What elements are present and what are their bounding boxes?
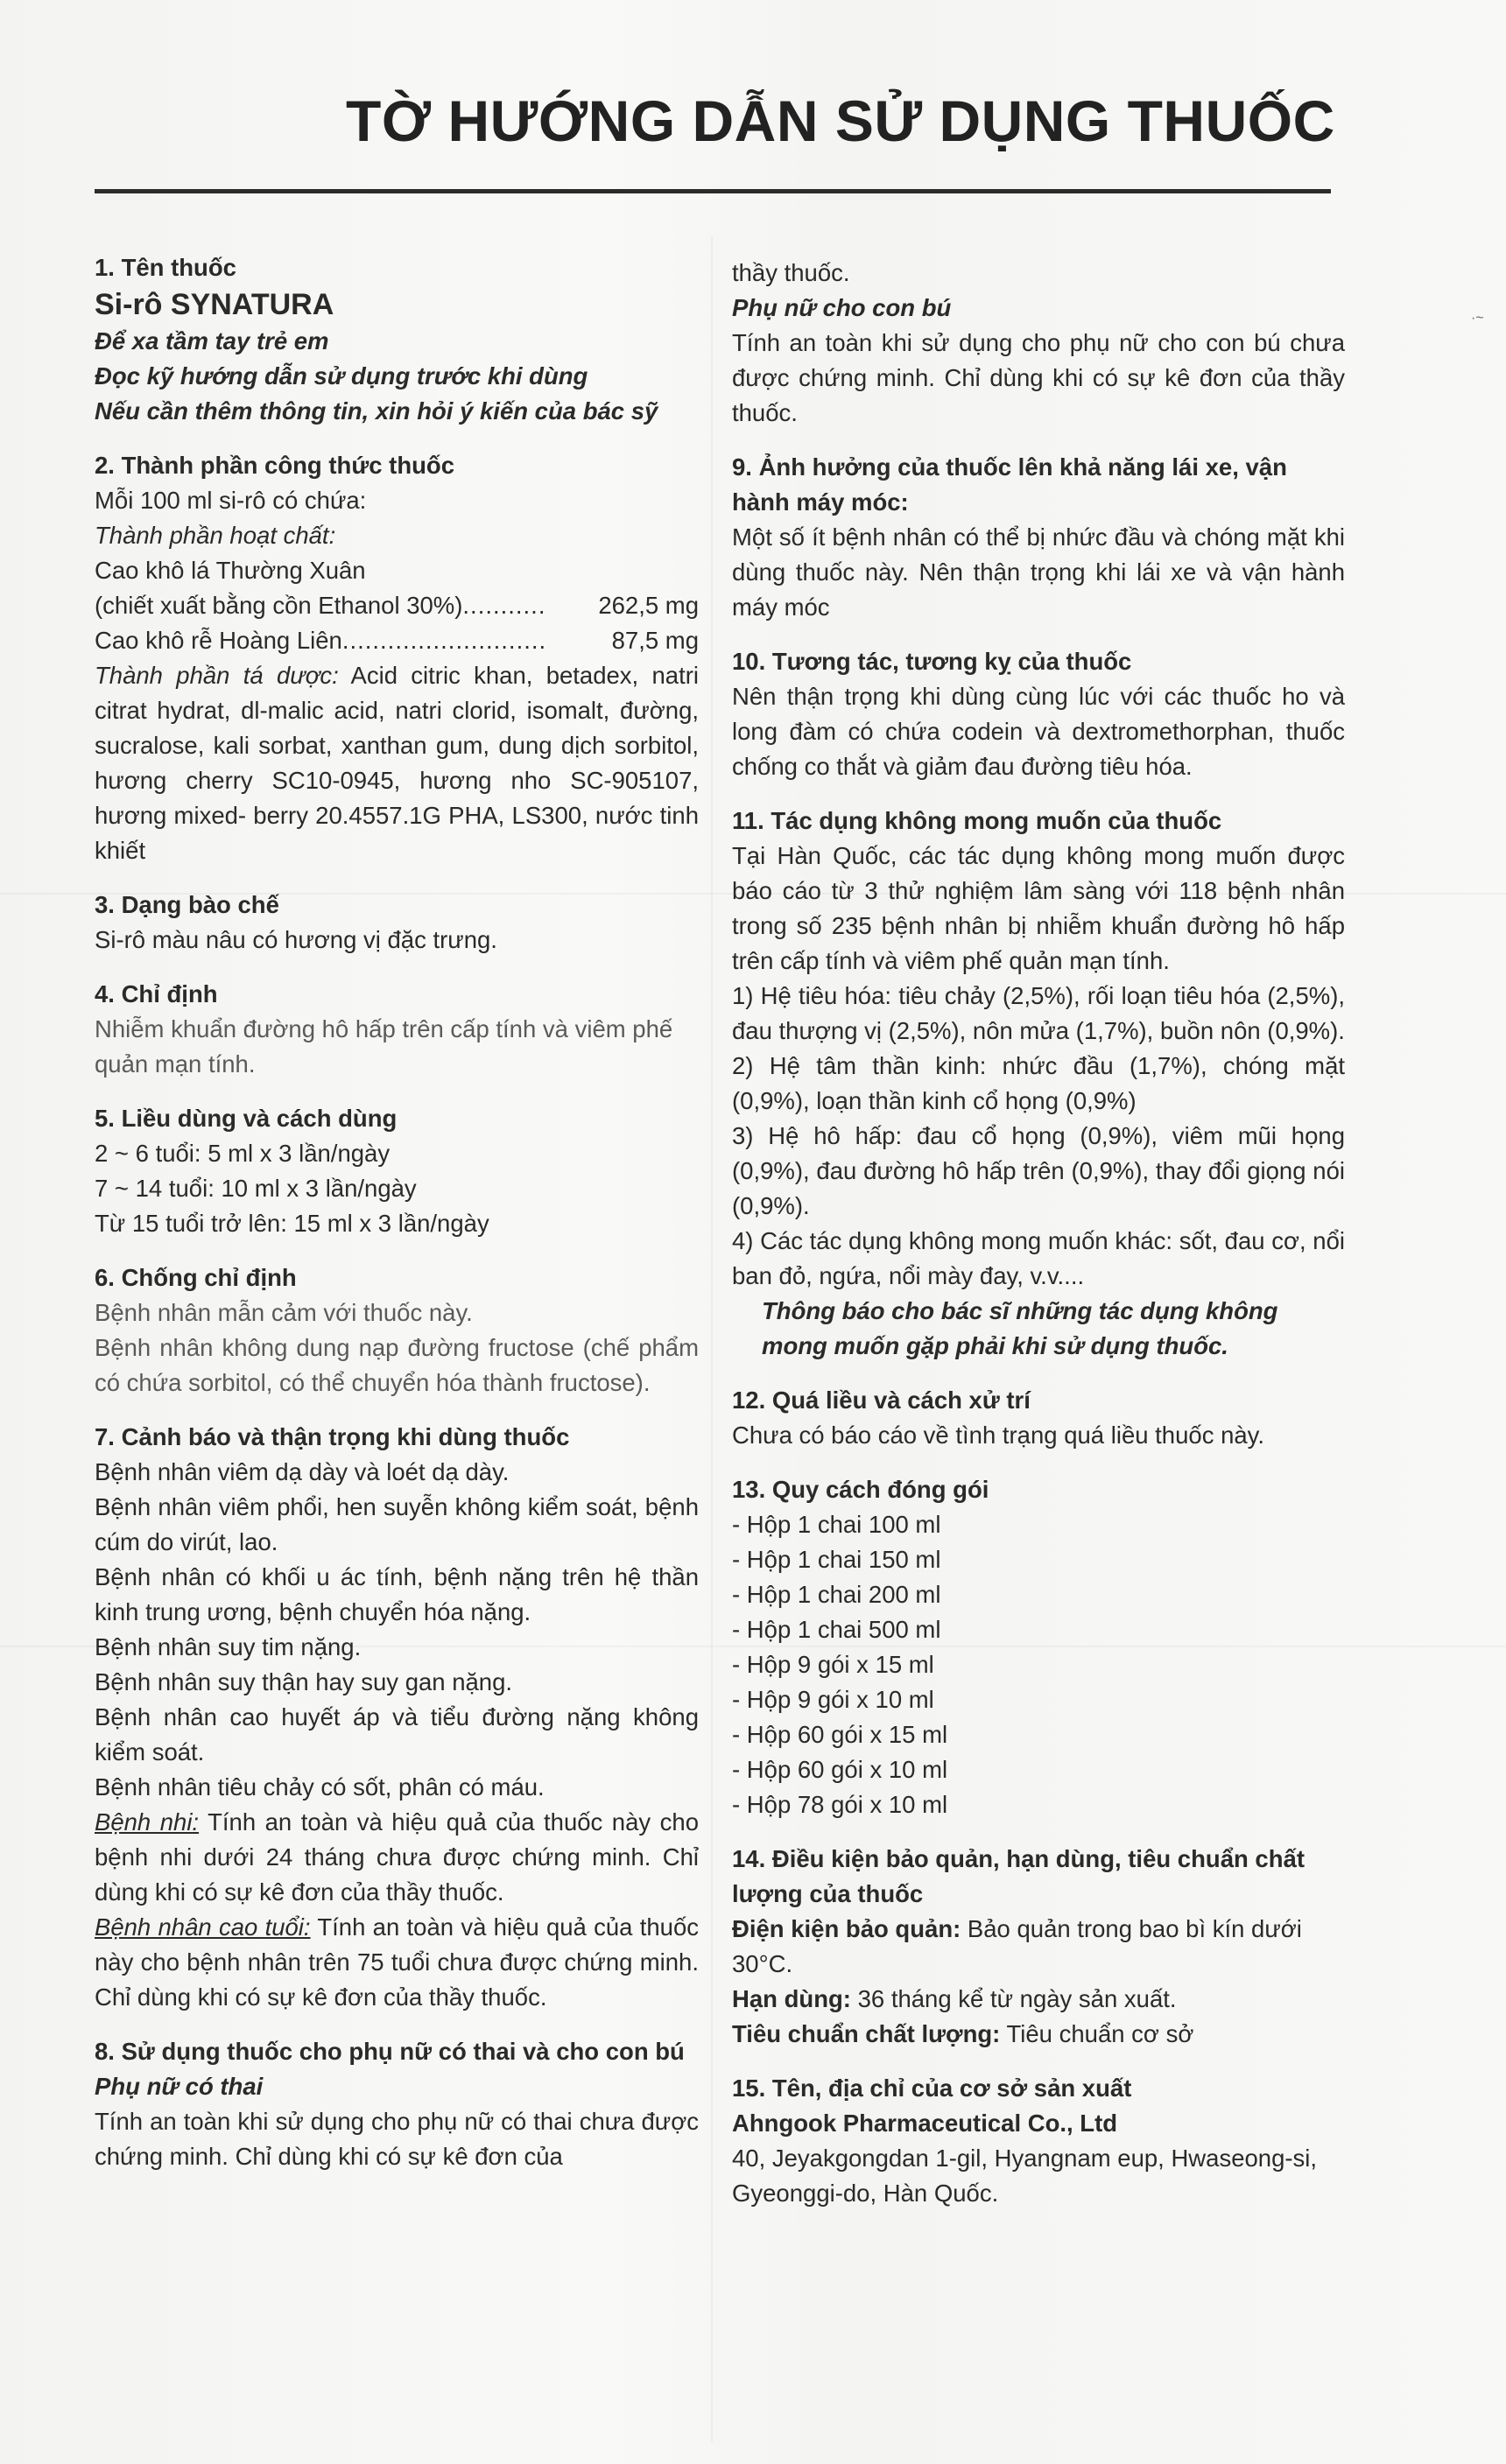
adverse-item: 3) Hệ hô hấp: đau cổ họng (0,9%), viêm mũi họng (0,9%), đau đường hô hấp trên (0,9%), thay đổi giọng nói (0,9%). (732, 1122, 1345, 1219)
section-text: Nên thận trọng khi dùng cùng lúc với các thuốc ho và long đàm có chứa codein và dextromethorphan, thuốc chống co thắt và giảm đau đường tiêu hóa. (732, 683, 1345, 780)
section-dosage (95, 1101, 699, 1241)
paper-fold-vertical (711, 236, 713, 2442)
quality-standard (732, 2017, 1345, 2052)
leader-dots: ........................... (341, 627, 547, 654)
dosage-line: 7 ~ 14 tuổi: 10 ml x 3 lần/ngày (95, 1175, 417, 1202)
section-heading: 11. Tác dụng không mong muốn của thuốc (732, 807, 1222, 834)
warning-item: Bệnh nhân suy tim nặng. (95, 1633, 362, 1660)
expiry-text: 36 tháng kể từ ngày sản xuất. (857, 1985, 1177, 2012)
warning-item: Bệnh nhân viêm phổi, hen suyễn không kiểm soát, bệnh cúm do virút, lao. (95, 1493, 699, 1555)
excipients-label: Thành phần tá dược: (95, 662, 339, 689)
warning-line: Để xa tầm tay trẻ em (95, 327, 329, 355)
section-warnings (95, 1420, 699, 2015)
elderly-note (95, 1910, 699, 2015)
pack-item: - Hộp 9 gói x 15 ml (732, 1651, 934, 1678)
right-column (732, 256, 1345, 2230)
warning-line: Nếu cần thêm thông tin, xin hỏi ý kiến của bác sỹ (95, 397, 658, 425)
pregnancy-text: Tính an toàn khi sử dụng cho phụ nữ có thai chưa được chứng minh. Chỉ dùng khi có sự kê đơn của (95, 2108, 699, 2170)
section-driving (732, 450, 1345, 625)
section-heading: 13. Quy cách đóng gói (732, 1476, 989, 1503)
section-text: Bệnh nhân mẫn cảm với thuốc này. (95, 1299, 473, 1326)
section-composition (95, 448, 699, 868)
warning-item: Bệnh nhân suy thận hay suy gan nặng. (95, 1668, 513, 1695)
section-pregnancy-continued (732, 256, 1345, 431)
pack-item: - Hộp 1 chai 100 ml (732, 1511, 941, 1538)
ingredient-amount: 262,5 mg (598, 592, 699, 619)
pack-item: - Hộp 60 gói x 15 ml (732, 1721, 948, 1748)
dosage-line: Từ 15 tuổi trở lên: 15 ml x 3 lần/ngày (95, 1210, 489, 1237)
section-heading: 5. Liều dùng và cách dùng (95, 1105, 398, 1132)
standard-text: Tiêu chuẩn cơ sở (1006, 2020, 1194, 2047)
section-heading: 9. Ảnh hưởng của thuốc lên khả năng lái xe, vận hành máy móc: (732, 453, 1287, 516)
section-text: Chưa có báo cáo về tình trạng quá liều thuốc này. (732, 1422, 1265, 1449)
standard-label: Tiêu chuẩn chất lượng: (732, 2020, 1001, 2047)
page-title: TỜ HƯỚNG DẪN SỬ DỤNG THUỐC (346, 88, 1335, 153)
section-packaging (732, 1472, 1345, 1822)
adverse-intro: Tại Hàn Quốc, các tác dụng không mong muốn được báo cáo từ 3 thử nghiệm lâm sàng với 118 bệnh nhân trong số 235 bệnh nhân bị nhiễm khuẩn đường hô hấp trên cấp tính và viêm phế quản mạn tính. (732, 842, 1345, 974)
adverse-notice: Thông báo cho bác sĩ những tác dụng không mong muốn gặp phải khi sử dụng thuốc. (762, 1297, 1278, 1359)
paper-speck: ·~ (1471, 311, 1484, 326)
section-contraindications (95, 1260, 699, 1400)
section-overdose (732, 1383, 1345, 1453)
section-indications (95, 977, 699, 1082)
section-drug-name (95, 250, 699, 429)
ingredient-row (95, 588, 699, 623)
ingredient-row (95, 623, 699, 658)
warning-item: Bệnh nhân viêm dạ dày và loét dạ dày. (95, 1458, 510, 1485)
expiry-label: Hạn dùng: (732, 1985, 851, 2012)
pack-item: - Hộp 60 gói x 10 ml (732, 1756, 948, 1783)
ingredient-name: Cao khô rễ Hoàng Liên (95, 627, 342, 654)
section-heading: 7. Cảnh báo và thận trọng khi dùng thuốc (95, 1423, 570, 1450)
lactation-text: Tính an toàn khi sử dụng cho phụ nữ cho con bú chưa được chứng minh. Chỉ dùng khi có sự kê đơn của thầy thuốc. (732, 329, 1345, 426)
lactation-label: Phụ nữ cho con bú (732, 294, 952, 321)
section-adverse-effects (732, 804, 1345, 1364)
section-manufacturer (732, 2071, 1345, 2211)
ingredient-amount: 87,5 mg (611, 627, 699, 654)
section-text: Một số ít bệnh nhân có thể bị nhức đầu và chóng mặt khi dùng thuốc này. Nên thận trọng khi lái xe và vận hành máy móc (732, 523, 1345, 621)
section-storage (732, 1842, 1345, 2052)
section-heading: 1. Tên thuốc (95, 254, 236, 281)
section-heading: 10. Tương tác, tương kỵ của thuốc (732, 648, 1132, 675)
adverse-item: 2) Hệ tâm thần kinh: nhức đầu (1,7%), chóng mặt (0,9%), loạn thần kinh cổ họng (0,9%) (732, 1052, 1345, 1114)
manufacturer-name: Ahngook Pharmaceutical Co., Ltd (732, 2109, 1118, 2137)
storage-conditions (732, 1912, 1345, 1982)
section-dosage-form (95, 888, 699, 958)
section-heading: 15. Tên, địa chỉ của cơ sở sản xuất (732, 2074, 1132, 2102)
section-heading: 14. Điều kiện bảo quản, hạn dùng, tiêu chuẩn chất lượng của thuốc (732, 1845, 1305, 1907)
adverse-item: 1) Hệ tiêu hóa: tiêu chảy (2,5%), rối loạn tiêu hóa (2,5%), đau thượng vị (2,5%), nôn mửa (1,7%), buồn nôn (0,9%). (732, 982, 1345, 1044)
section-heading: 6. Chống chỉ định (95, 1264, 297, 1291)
excipients-text: Acid citric khan, betadex, natri citrat hydrat, dl-malic acid, natri clorid, isomalt, đường, sucralose, kali sorbat, xanthan gum, dung dịch sorbitol, hương cherry SC10-0945, hương nho SC-905107, hương mixed- berry 20.4557.1G PHA, LS300, nước tinh khiết (95, 662, 699, 864)
storage-label: Điện kiện bảo quản: (732, 1915, 961, 1942)
pregnancy-text-continued: thầy thuốc. (732, 259, 850, 286)
storage-text: Bảo quản trong bao bì kín dưới 30°C. (732, 1915, 1302, 1977)
adverse-item: 4) Các tác dụng không mong muốn khác: sốt, đau cơ, nổi ban đỏ, ngứa, nổi mày đay, v.v.... (732, 1227, 1345, 1289)
warning-line: Đọc kỹ hướng dẫn sử dụng trước khi dùng (95, 362, 588, 390)
elderly-label: Bệnh nhân cao tuổi: (95, 1913, 311, 1941)
warning-item: Bệnh nhân tiêu chảy có sốt, phân có máu. (95, 1773, 545, 1801)
section-heading: 8. Sử dụng thuốc cho phụ nữ có thai và cho con bú (95, 2038, 685, 2065)
section-text: Nhiễm khuẩn đường hô hấp trên cấp tính và viêm phế quản mạn tính. (95, 1015, 673, 1078)
section-text: Bệnh nhân không dung nạp đường fructose (chế phẩm có chứa sorbitol, có thể chuyển hóa thành fructose). (95, 1334, 699, 1396)
left-column (95, 250, 699, 2194)
composition-per: Mỗi 100 ml si-rô có chứa: (95, 487, 367, 514)
elderly-text: Tính an toàn và hiệu quả của thuốc này cho bệnh nhân trên 75 tuổi chưa được chứng minh. Chỉ dùng khi có sự kê đơn của thầy thuốc. (95, 1913, 699, 2011)
warning-item: Bệnh nhân có khối u ác tính, bệnh nặng trên hệ thần kinh trung ương, bệnh chuyển hóa nặng. (95, 1563, 699, 1625)
pack-item: - Hộp 9 gói x 10 ml (732, 1686, 934, 1713)
warning-item: Bệnh nhân cao huyết áp và tiểu đường nặng không kiểm soát. (95, 1703, 699, 1766)
ingredient-name: Cao khô lá Thường Xuân (95, 557, 366, 584)
pediatric-label: Bệnh nhi: (95, 1808, 200, 1836)
section-heading: 12. Quá liều và cách xử trí (732, 1386, 1031, 1414)
pack-item: - Hộp 1 chai 200 ml (732, 1581, 941, 1608)
pack-item: - Hộp 1 chai 500 ml (732, 1616, 941, 1643)
pregnancy-label: Phụ nữ có thai (95, 2073, 264, 2100)
section-interactions (732, 644, 1345, 784)
pack-item: - Hộp 78 gói x 10 ml (732, 1791, 948, 1818)
expiry (732, 1982, 1345, 2017)
section-heading: 4. Chỉ định (95, 980, 218, 1007)
ingredient-extract: (chiết xuất bằng cồn Ethanol 30%) (95, 592, 463, 619)
leader-dots: ........... (462, 592, 546, 619)
manufacturer-address: 40, Jeyakgongdan 1-gil, Hyangnam eup, Hwaseong-si, Gyeonggi-do, Hàn Quốc. (732, 2145, 1318, 2207)
pack-item: - Hộp 1 chai 150 ml (732, 1546, 941, 1573)
section-pregnancy (95, 2034, 699, 2174)
pediatric-note (95, 1805, 699, 1910)
pediatric-text: Tính an toàn và hiệu quả của thuốc này cho bệnh nhi dưới 24 tháng chưa được chứng minh. Chỉ dùng khi có sự kê đơn của thầy thuốc. (95, 1808, 699, 1906)
dosage-line: 2 ~ 6 tuổi: 5 ml x 3 lần/ngày (95, 1140, 391, 1167)
section-heading: 3. Dạng bào chế (95, 891, 279, 918)
title-rule (95, 189, 1331, 193)
section-text: Si-rô màu nâu có hương vị đặc trưng. (95, 926, 497, 953)
section-heading: 2. Thành phần công thức thuốc (95, 452, 455, 479)
active-ingredients-label: Thành phần hoạt chất: (95, 522, 336, 549)
excipients (95, 658, 699, 868)
drug-name: Si-rô SYNATURA (95, 288, 334, 321)
